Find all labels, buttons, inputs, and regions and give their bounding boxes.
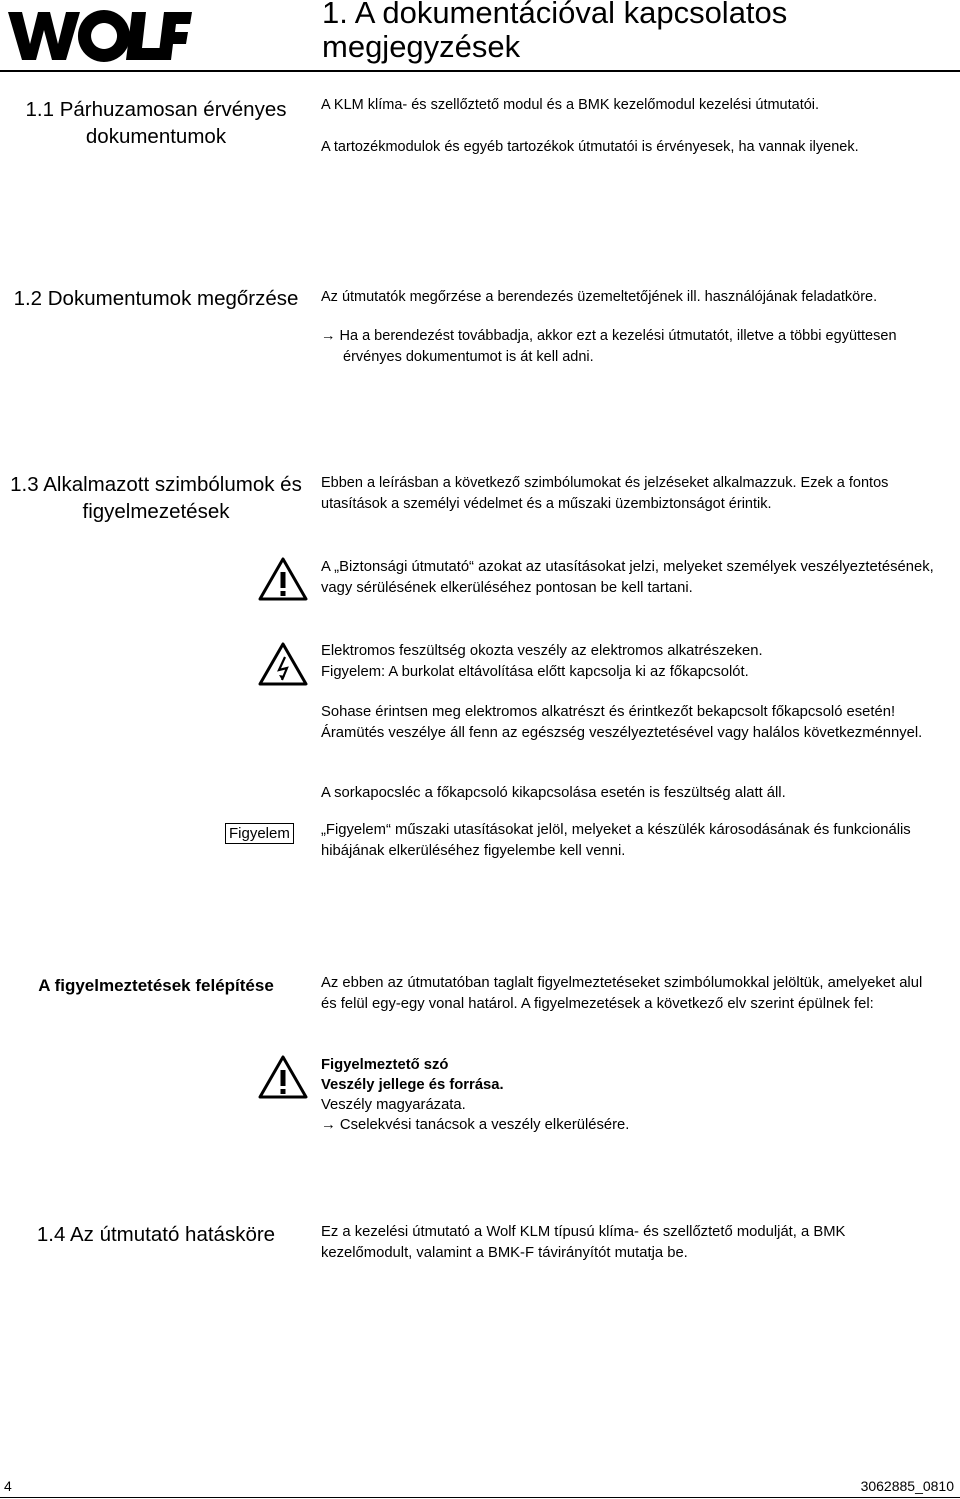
figyelem-text: „Figyelem“ műszaki utasításokat jelöl, melyeket a készülék károsodásának és funkcionális hibájának elkerüléséhez figyelembe kell venni. — [321, 822, 911, 859]
structure-heading: A figyelmeztetések felépítése — [38, 976, 274, 995]
warning-text: A „Biztonsági útmutató“ azokat az utasításokat jelzi, melyeket személyek veszélyeztetésének, vagy sérülésének elkerüléséhez pontosan be kell tartani. — [321, 559, 934, 596]
electric-text-para-2: Sohase érintsen meg elektromos alkatrészt és érintkezőt bekapcsolt főkapcsoló esetén! Áramütés veszélye áll fenn az egészség veszélyeztetésével vagy halálos következménnyel. — [321, 704, 923, 741]
page-title: 1. A dokumentációval kapcsolatos megjegyzések — [322, 0, 788, 64]
section-1-2-text-1: Az útmutatók megőrzése a berendezés üzemeltetőjének ill. használójának feladatköre. — [321, 289, 878, 305]
document-code: 3062885_0810 — [860, 1478, 954, 1494]
header-rule — [0, 70, 960, 72]
section-1-4-text: Ez a kezelési útmutató a Wolf KLM típusú klíma- és szellőztető modulját, a BMK kezelőmodult, valamint a BMK-F távirányítót mutatja be. — [321, 1224, 846, 1261]
structure-intro: Az ebben az útmutatóban taglalt figyelmeztetéseket szimbólumokkal jelöltük, amelyeket alul és felül egy-egy vonal határol. A figyelmezetések a következő elv szerint épülnek fel: — [321, 975, 923, 1012]
section-1-2-heading: 1.2 Dokumentumok megőrzése — [13, 287, 299, 310]
warning-triangle-icon — [258, 1054, 308, 1100]
footer-rule — [0, 1497, 960, 1498]
structure-hazard-source: Veszély jellege és forrása. — [321, 1077, 504, 1093]
section-1-3-heading: 1.3 Alkalmazott szimbólumok és figyelmezetések — [10, 473, 302, 523]
section-1-1-text-2: A tartozékmodulok és egyéb tartozékok útmutatói is érvényesek, ha vannak ilyenek. — [321, 139, 859, 155]
wolf-logo — [8, 8, 192, 64]
structure-line-3: Veszély magyarázata. — [321, 1097, 466, 1113]
section-1-1-text-1: A KLM klíma- és szellőztető modul és a BMK kezelőmodul kezelési útmutatói. — [321, 97, 820, 113]
figyelem-label-box: Figyelem — [225, 823, 294, 844]
structure-line-4: → Cselekvési tanácsok a veszély elkerülésére. — [321, 1117, 630, 1133]
section-1-4-heading: 1.4 Az útmutató hatásköre — [36, 1223, 276, 1246]
structure-line-2 — [321, 1075, 936, 1096]
warning-triangle-icon — [258, 556, 308, 602]
section-1-3-intro: Ebben a leírásban a következő szimbólumokat és jelzéseket alkalmazzuk. Ezek a fontos utasítások a személyi védelmet és a műszaki üzembiztonságot érintik. — [321, 475, 889, 512]
section-1-1-heading: 1.1 Párhuzamosan érvényes dokumentumok — [25, 98, 287, 148]
page-number: 4 — [4, 1478, 12, 1494]
electric-hazard-icon — [258, 641, 308, 687]
structure-signal-word: Figyelmeztető szó — [321, 1057, 449, 1073]
electric-text-para-3: A sorkapocsléc a főkapcsoló kikapcsolása esetén is feszültség alatt áll. — [321, 785, 786, 801]
section-1-2-text-2: → Ha a berendezést továbbadja, akkor ezt a kezelési útmutatót, illetve a többi együttesen érvényes dokumentumot is át kell adni. — [321, 328, 897, 365]
electric-text-line-2: Figyelem: A burkolat eltávolítása előtt kapcsolja ki az főkapcsolót. — [321, 664, 749, 680]
electric-text-line-1: Elektromos feszültség okozta veszély az elektromos alkatrészeken. — [321, 643, 763, 659]
structure-line-1 — [321, 1055, 936, 1076]
